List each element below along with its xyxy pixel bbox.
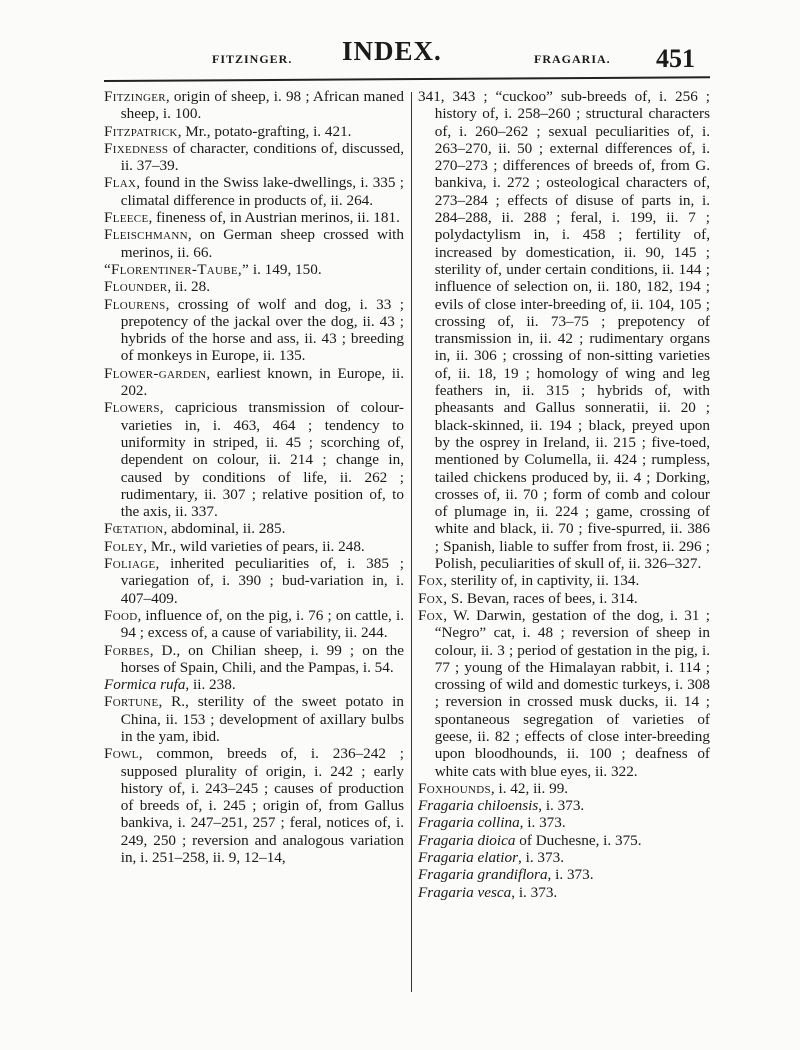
header-rule (104, 76, 710, 82)
index-entry-text: of Duchesne, i. 375. (515, 831, 642, 849)
index-entry-text: , inherited peculiarities of, i. 385 ; variegation of, i. 390 ; bud-variation in, i. 407–409. (120, 555, 404, 607)
index-entry (104, 538, 404, 555)
index-entry (104, 745, 404, 866)
index-entry (104, 174, 404, 209)
index-entry-text: , ii. 238. (185, 676, 236, 694)
index-entry-heading: Fragaria collina (418, 814, 520, 832)
index-entry (104, 676, 404, 693)
index-entry (104, 88, 404, 123)
page-number: 451 (656, 44, 695, 73)
index-entry (104, 296, 404, 365)
index-entry-text: , common, breeds of, i. 236–242 ; supposed plurality of origin, i. 242 ; early history of, i. 243–245 ; causes of production of breeds of, i. 245 ; origin of, from Gallus bankiva, i. 247–251, 257 ; feral, notices of, i. 249, 250 ; reversion and analogous variation in, i. 251–258, ii. 9, 12–14, (120, 745, 404, 867)
index-entry (104, 226, 404, 261)
index-entry (418, 814, 710, 831)
index-entry-text: , Mr., potato-grafting, i. 421. (177, 122, 352, 140)
index-entry-text: , i. 373. (538, 797, 585, 815)
index-entry-heading: Foliage (104, 555, 156, 573)
page-header (0, 0, 800, 90)
index-entry-heading: Fox (418, 606, 444, 624)
index-entry-heading: Fragaria grandiflora (418, 866, 548, 884)
index-entry-text: , i. 373. (519, 814, 566, 832)
index-entry-text: , i. 373. (511, 883, 558, 901)
index-entry-text: , R., sterility of the sweet potato in China, ii. 153 ; development of axillary bulbs in the yam, ibid. (120, 693, 404, 745)
index-entry-text: , origin of sheep, i. 98 ; African maned sheep, i. 100. (120, 88, 404, 123)
index-entry-text: , on German sheep crossed with merinos, ii. 66. (120, 226, 404, 261)
index-entry-heading: Foley (104, 537, 144, 555)
index-entry-heading: Flax (104, 174, 137, 192)
index-entry-heading: Fox (418, 572, 444, 590)
index-entry (104, 365, 404, 400)
index-entry-text: , influence of, on the pig, i. 76 ; on cattle, i. 94 ; excess of, a cause of variability, ii. 244. (120, 606, 404, 642)
index-entry-text: , found in the Swiss lake-dwellings, i. 335 ; climatal difference in products of, ii. 264. (120, 174, 404, 209)
index-entry-text: , D., on Chilian sheep, i. 99 ; on the horses of Spain, Chili, and the Pampas, i. 54. (120, 641, 404, 676)
index-entry-text: , Mr., wild varieties of pears, ii. 248. (143, 537, 365, 555)
page-title: INDEX. (342, 36, 442, 66)
index-entry-text: , capricious transmission of colour-varieties in, i. 463, 464 ; tendency to uniformity in striped, ii. 45 ; scorching of, dependent on colour, ii. 214 ; change in, caused by conditions of life, ii. 262 ; rudimentary, ii. 307 ; relative position of, to the axis, ii. 337. (120, 399, 404, 521)
index-entry (418, 88, 710, 572)
index-entry-text: , i. 373. (547, 866, 594, 884)
index-entry (418, 849, 710, 866)
index-entry (104, 555, 404, 607)
index-entry-text: , abdominal, ii. 285. (163, 520, 286, 538)
index-entry (418, 797, 710, 814)
index-entry-text: , crossing of wolf and dog, i. 33 ; prepotency of the jackal over the dog, ii. 43 ; hybrids of the horse and ass, ii. 43 ; breeding of monkeys in Europe, ii. 135. (120, 295, 404, 365)
index-entry-text: 341, 343 ; “cuckoo” sub-breeds of, i. 256 ; history of, i. 258–260 ; structural characters of, i. 260–262 ; sexual peculiarities of, i. 263–270, ii. 50 ; external differences of, i. 270–273 ; differences of breeds of, from G. bankiva, i. 272 ; osteological characters of, 273–284 ; effects of disuse of parts in, i. 284–288, ii. 288 ; feral, i. 199, ii. 7 ; polydactylism in, i. 458 ; fertility of, increased by domestication, ii. 90, 145 ; sterility of, under certain conditions, ii. 144 ; influence of selection on, ii. 180, 182, 194 ; evils of close inter-breeding of, ii. 104, 105 ; crossing of, ii. 73–75 ; prepotency of transmission in, ii. 42 ; rudimentary organs in, ii. 306 ; crossing of non-sitting varieties of, ii. 18, 19 ; homology of wing and leg feathers in, ii. 315 ; hybrids of, with pheasants and Gallus sonneratii, ii. 20 ; black-skinned, ii. 194 ; black, preyed upon by the osprey in Ireland, ii. 215 ; five-toed, mentioned by Columella, ii. 424 ; rumpless, tailed chickens produced by, ii. 4 ; Dorking, crosses of, ii. 70 ; form of comb and colour of plumage in, ii. 224 ; game, crossing of white and black, ii. 70 ; five-spurred, ii. 386 ; Spanish, liable to suffer from frost, ii. 296 ; Polish, peculiarities of skull of, ii. 326–327. (418, 88, 710, 573)
index-entry-text: , W. Darwin, gestation of the dog, i. 31 ; “Negro” cat, i. 48 ; reversion of sheep in colour, ii. 3 ; period of gestation in the pig, i. 77 ; young of the Himalayan rabbit, i. 114 ; crossing of wild and domestic turkeys, i. 308 ; reversion in crossed musk ducks, ii. 14 ; spontaneous segregation of varieties of geese, ii. 82 ; effects of close inter-breeding upon bloodhounds, ii. 100 ; deafness of white cats with blue eyes, ii. 322. (434, 606, 710, 780)
index-entry (104, 399, 404, 520)
index-entry (104, 209, 404, 226)
index-entry-text: , sterility of, in captivity, ii. 134. (443, 572, 640, 590)
index-entry-heading: Forbes (104, 641, 150, 659)
index-entry-heading: Fitzinger (104, 88, 166, 105)
index-entry-heading: Fragaria vesca (418, 883, 512, 901)
index-entry (418, 884, 710, 901)
index-entry-text: of character, conditions of, discussed, ii. 37–39. (120, 139, 404, 175)
index-column-left (104, 88, 404, 866)
index-entry (104, 261, 404, 278)
index-entry-heading: Food (104, 606, 138, 624)
index-entry-heading: Foxhounds (418, 779, 491, 797)
index-column-right (418, 88, 710, 901)
index-entry (418, 832, 710, 849)
index-entry-heading: Fixedness (104, 139, 169, 157)
index-entry-heading: Flower-garden (104, 364, 207, 382)
index-entry-heading: “Florentiner-Taube,” (104, 260, 250, 278)
index-entry-heading: Fleischmann (104, 226, 188, 244)
index-entry-heading: Fortune (104, 693, 159, 711)
index-entry-heading: Fragaria elatior (418, 849, 518, 867)
index-entry-heading: Flowers (104, 399, 160, 417)
index-entry (418, 607, 710, 780)
index-entry-heading: Fowl (104, 745, 139, 763)
index-entry (418, 780, 710, 797)
index-entry-heading: Fragaria dioica (418, 831, 516, 849)
index-entry-heading: Fitzpatrick (104, 122, 178, 140)
index-entry-heading: Fragaria chiloensis (418, 797, 539, 815)
index-entry-heading: Fox (418, 589, 444, 607)
index-entry-heading: Fœtation (104, 520, 164, 538)
index-entry-heading: Fleece (104, 209, 149, 227)
index-entry-text: , S. Bevan, races of bees, i. 314. (443, 589, 638, 607)
index-entry-heading: Flounder (104, 278, 168, 296)
index-entry-text: , i. 373. (518, 849, 564, 867)
index-entry (104, 123, 404, 140)
index-entry-text: , ii. 28. (167, 278, 211, 296)
index-entry (418, 572, 710, 589)
index-entry-text: i. 149, 150. (249, 260, 322, 278)
index-entry (104, 693, 404, 745)
index-entry-text: , i. 42, ii. 99. (490, 779, 569, 797)
index-entry-text: , fineness of, in Austrian merinos, ii. 181. (148, 209, 400, 227)
index-entry (104, 642, 404, 677)
index-entry (104, 520, 404, 537)
index-entry (104, 278, 404, 295)
index-entry (418, 866, 710, 883)
running-head-right: FRAGARIA. (534, 52, 611, 66)
running-head-left: FITZINGER. (212, 52, 293, 66)
index-entry (104, 607, 404, 642)
index-entry-text: , earliest known, in Europe, ii. 202. (120, 364, 404, 400)
index-entry-heading: Formica rufa (104, 676, 186, 694)
index-entry-heading: Flourens (104, 295, 166, 313)
index-entry (104, 140, 404, 175)
index-entry (418, 590, 710, 607)
column-divider (411, 92, 412, 992)
